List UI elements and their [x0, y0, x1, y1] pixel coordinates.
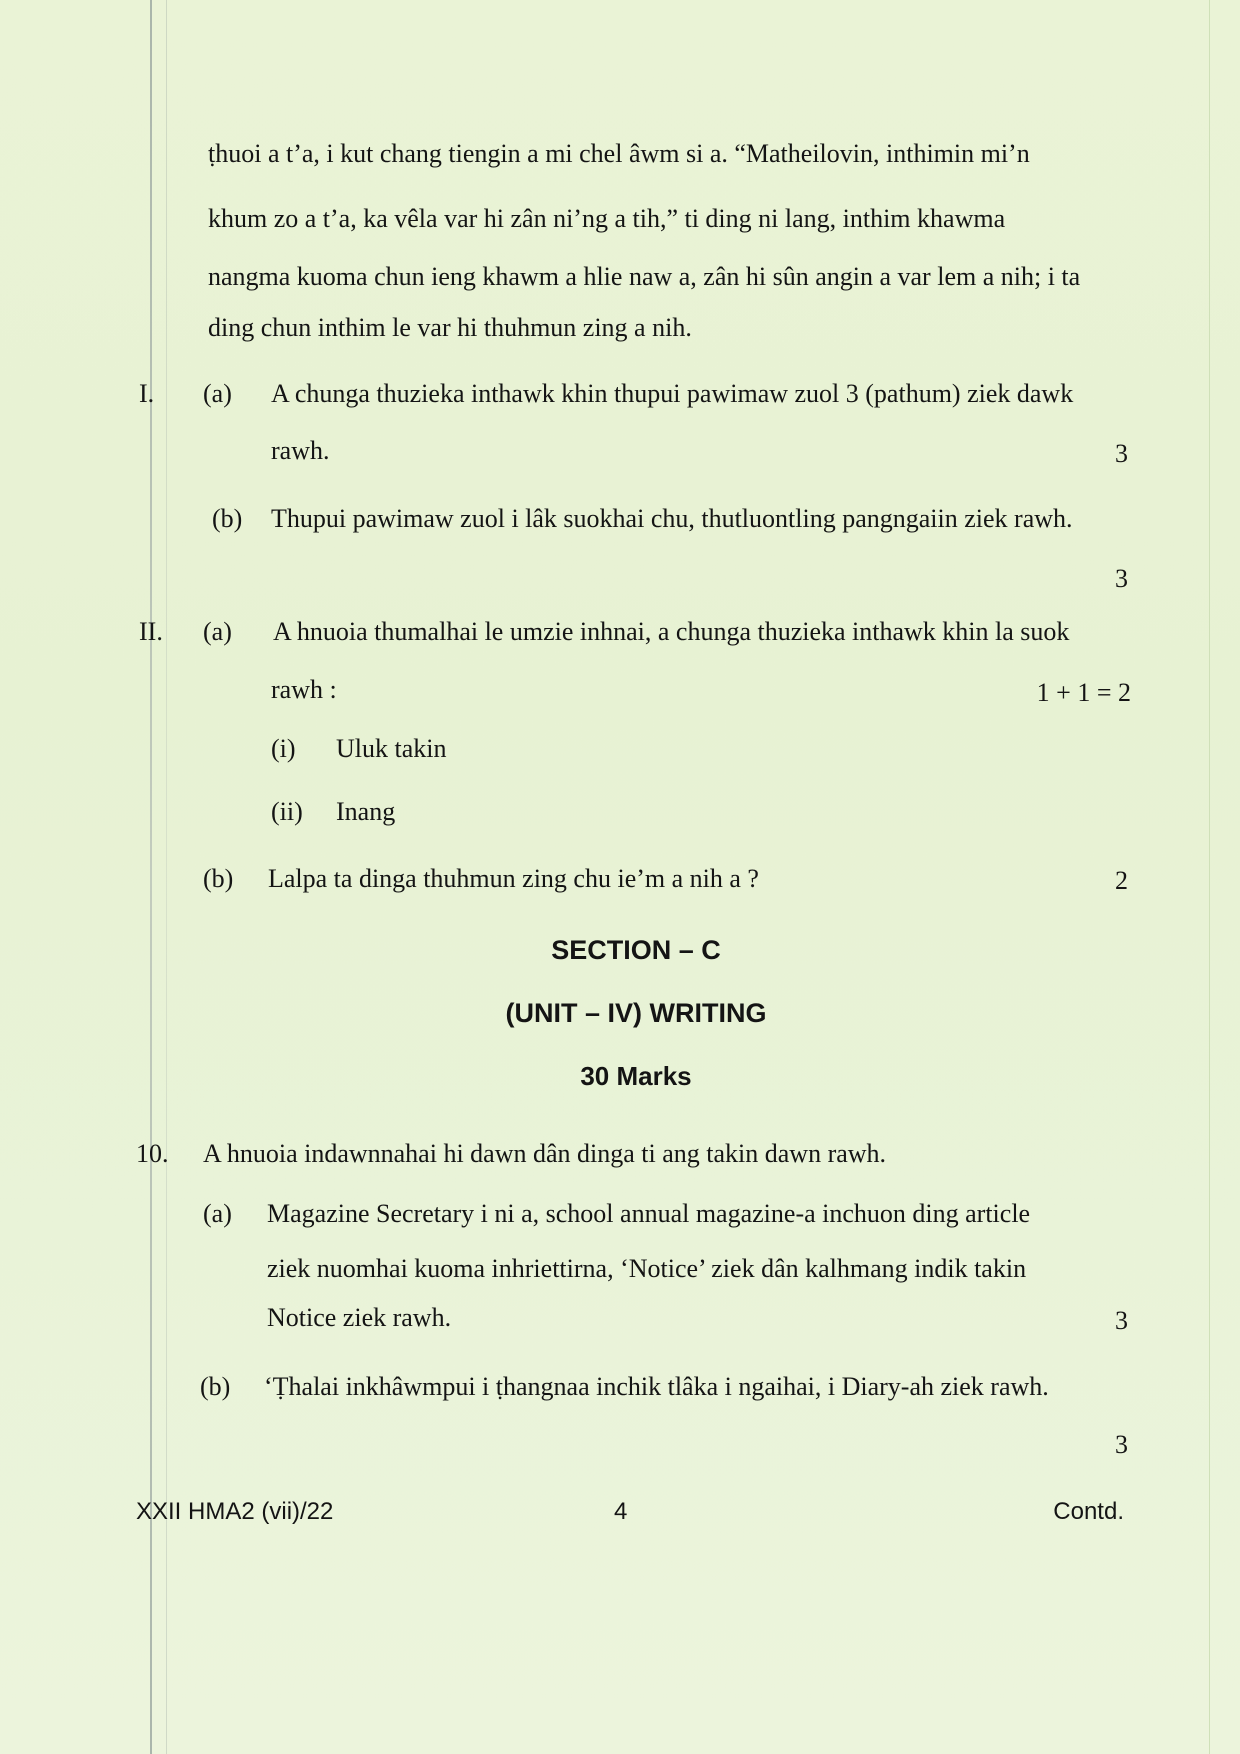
question-i-a-line-2: rawh.: [271, 436, 330, 465]
passage-line-1: ṭhuoi a t’a, i kut chang tiengin a mi chel âwm si a. “Matheilovin, inthimin mi’n: [208, 139, 1030, 168]
question-10-text: A hnuoia indawnnahai hi dawn dân dinga ti ang takin dawn rawh.: [203, 1139, 887, 1168]
paper-code: XXII HMA2 (vii)/22: [136, 1498, 334, 1525]
unit-title: (UNIT – IV) WRITING: [505, 998, 767, 1028]
page-edge: [1209, 0, 1210, 1754]
question-ii-b-text: Lalpa ta dinga thuhmun zing chu ie’m a nih a ?: [268, 864, 759, 893]
question-10-a-line-1: Magazine Secretary i ni a, school annual magazine-a inchuon ding article: [267, 1199, 1031, 1228]
sub-question-label-b: (b): [200, 1372, 231, 1401]
section-marks: 30 Marks: [580, 1061, 692, 1091]
question-number-i: I.: [139, 379, 155, 408]
sub-question-label-a: (a): [203, 379, 232, 408]
passage-line-2: khum zo a t’a, ka vêla var hi zân ni’ng a tih,” ti ding ni lang, inthim khawma: [208, 204, 1006, 233]
question-10-a-line-3: Notice ziek rawh.: [267, 1303, 452, 1332]
item-label-i: (i): [271, 734, 296, 763]
passage-line-3: nangma kuoma chun ieng khawm a hlie naw a, zân hi sûn angin a var lem a nih; i ta: [208, 262, 1081, 291]
question-i-b-text: Thupui pawimaw zuol i lâk suokhai chu, thutluontling pangngaiin ziek rawh.: [271, 504, 1073, 533]
question-10-a-line-2: ziek nuomhai kuoma inhriettirna, ‘Notice’ ziek dân kalhmang indik takin: [267, 1254, 1027, 1283]
marks: 2: [1115, 866, 1128, 895]
question-number-ii: II.: [139, 617, 163, 646]
marks: 3: [1115, 1430, 1128, 1459]
question-ii-a-line-1: A hnuoia thumalhai le umzie inhnai, a chunga thuzieka inthawk khin la suok: [273, 617, 1070, 646]
sub-question-label-b: (b): [203, 864, 234, 893]
margin-rule-faint: [166, 0, 167, 1754]
continued-label: Contd.: [1053, 1498, 1124, 1525]
item-text-i: Uluk takin: [336, 734, 447, 763]
item-text-ii: Inang: [336, 797, 396, 826]
marks: 3: [1115, 439, 1128, 468]
page-number: 4: [614, 1498, 628, 1525]
question-ii-a-line-2: rawh :: [271, 675, 337, 704]
sub-question-label-a: (a): [203, 617, 232, 646]
marks: 3: [1115, 1306, 1128, 1335]
margin-rule: [150, 0, 152, 1754]
passage-line-4: ding chun inthim le var hi thuhmun zing a nih.: [208, 313, 692, 342]
section-title: SECTION – C: [551, 935, 721, 965]
item-label-ii: (ii): [271, 797, 303, 826]
sub-question-label-b: (b): [212, 504, 243, 533]
question-10-b-text: ‘Ṭhalai inkhâwmpui i ṭhangnaa inchik tlâka i ngaihai, i Diary-ah ziek rawh.: [264, 1372, 1049, 1401]
marks: 1 + 1 = 2: [1036, 678, 1131, 707]
marks: 3: [1115, 564, 1128, 593]
question-i-a-line-1: A chunga thuzieka inthawk khin thupui pawimaw zuol 3 (pathum) ziek dawk: [271, 379, 1074, 408]
sub-question-label-a: (a): [203, 1199, 232, 1228]
question-number-10: 10.: [136, 1139, 169, 1168]
